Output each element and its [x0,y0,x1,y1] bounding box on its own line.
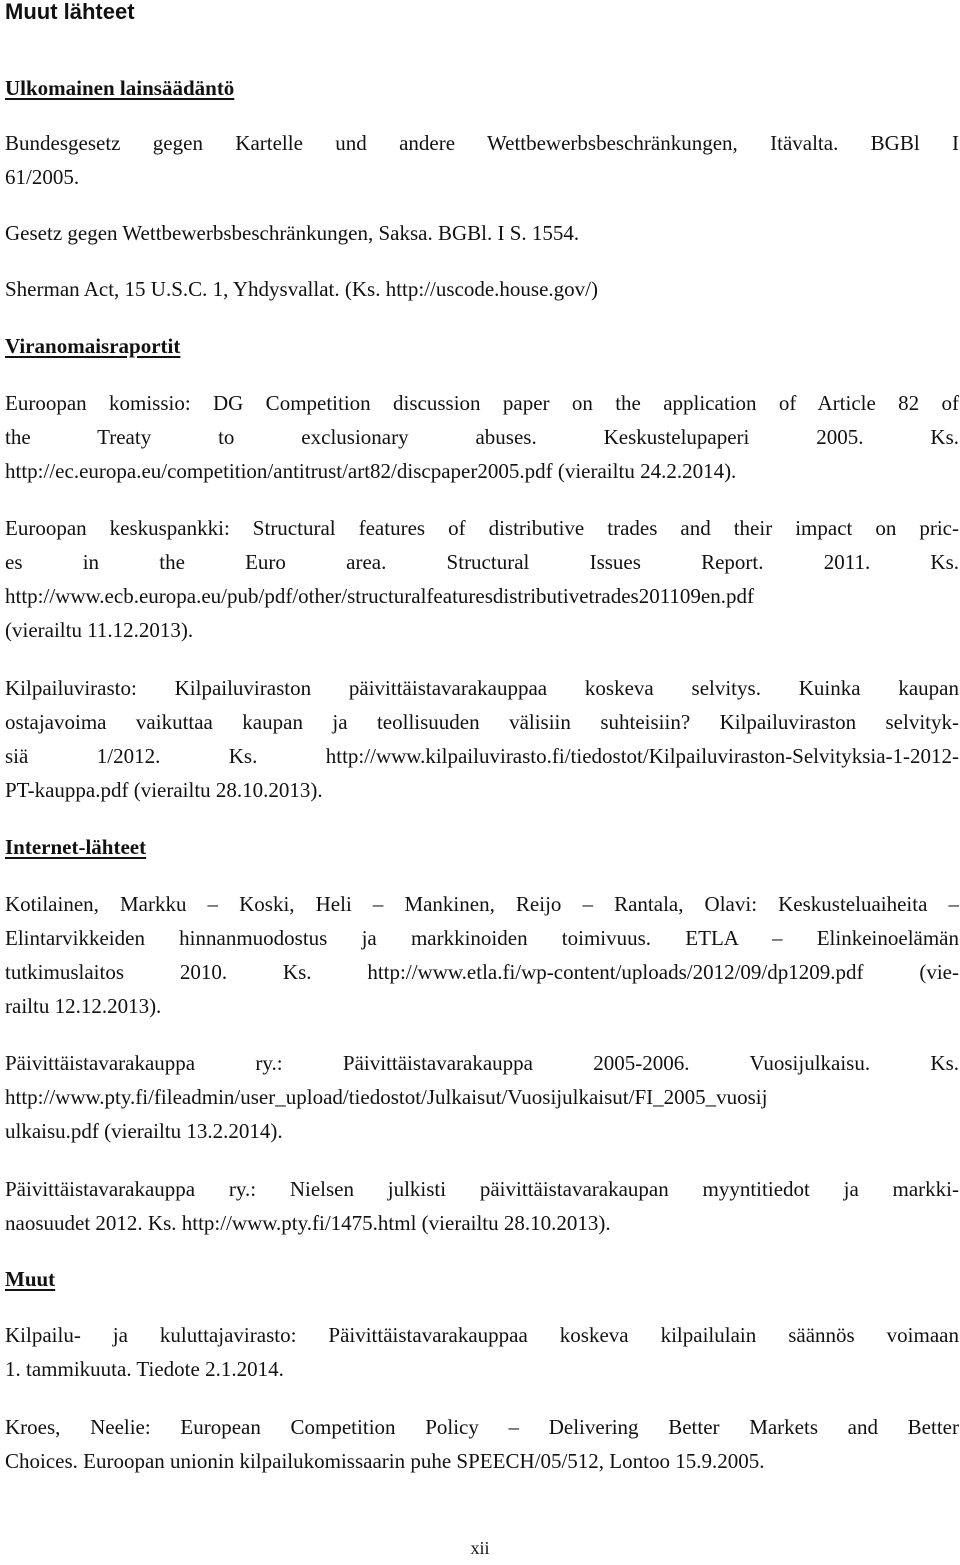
reference-line: http://ec.europa.eu/competition/antitrust/art82/discpaper2005.pdf (vierailtu 24.2.2014). [5,459,737,483]
reference-line: Kotilainen, Markku – Koski, Heli – Mankinen, Reijo – Rantala, Olavi: Keskusteluaiheita – [5,892,959,916]
reference-entry [5,671,959,807]
reference-line: tutkimuslaitos 2010. Ks. http://www.etla.fi/wp-content/uploads/2012/09/dp1209.pdf (vie- [5,960,959,984]
reference-entry [5,1318,959,1386]
reference-line: 61/2005. [5,165,80,189]
reference-line: Päivittäistavarakauppa ry.: Päivittäistavarakauppa 2005-2006. Vuosijulkaisu. Ks. [5,1051,959,1075]
reference-line: siä 1/2012. Ks. http://www.kilpailuvirasto.fi/tiedostot/Kilpailuviraston-Selvityksia-1-2012- [5,744,959,768]
reference-entry [5,216,959,250]
reference-entry [5,386,959,488]
reference-line: Elintarvikkeiden hinnanmuodostus ja markkinoiden toimivuus. ETLA – Elinkeinoelämän [5,926,959,950]
reference-line: (vierailtu 11.12.2013). [5,618,194,642]
reference-entry [5,1172,959,1240]
reference-line: http://www.pty.fi/fileadmin/user_upload/tiedostot/Julkaisut/Vuosijulkaisut/FI_2005_vuosij [5,1085,768,1109]
reference-line: Bundesgesetz gegen Kartelle und andere Wettbewerbsbeschränkungen, Itävalta. BGBl I [5,131,959,155]
reference-line: PT-kauppa.pdf (vierailtu 28.10.2013). [5,778,323,802]
reference-line: http://www.ecb.europa.eu/pub/pdf/other/structuralfeaturesdistributivetrades201109en.pdf [5,584,754,608]
reference-line: es in the Euro area. Structural Issues Report. 2011. Ks. [5,550,959,574]
reference-entry [5,511,959,647]
reference-line: Kilpailuvirasto: Kilpailuviraston päivittäistavarakauppaa koskeva selvitys. Kuinka kaupan [5,676,959,700]
reference-entry [5,272,959,306]
page-title: Muut lähteet [5,0,135,24]
section-heading-authority-reports: Viranomaisraportit [5,334,181,358]
reference-line: railtu 12.12.2013). [5,994,162,1018]
reference-entry [5,1046,959,1148]
reference-line: Päivittäistavarakauppa ry.: Nielsen julkisti päivittäistavarakaupan myyntitiedot ja markki- [5,1177,959,1201]
reference-line: Euroopan keskuspankki: Structural features of distributive trades and their impact on pric- [5,516,959,540]
reference-entry [5,1410,959,1478]
reference-line: Euroopan komissio: DG Competition discussion paper on the application of Article 82 of [5,391,959,415]
reference-line: the Treaty to exclusionary abuses. Keskustelupaperi 2005. Ks. [5,425,959,449]
section-heading-internet-sources: Internet-lähteet [5,835,147,859]
reference-line: Kroes, Neelie: European Competition Policy – Delivering Better Markets and Better [5,1415,959,1439]
reference-line: ulkaisu.pdf (vierailtu 13.2.2014). [5,1119,283,1143]
reference-line: Choices. Euroopan unionin kilpailukomissaarin puhe SPEECH/05/512, Lontoo 15.9.2005. [5,1449,765,1473]
reference-line: Kilpailu- ja kuluttajavirasto: Päivittäistavarakauppaa koskeva kilpailulain säännös voimaan [5,1323,959,1347]
reference-entry [5,126,959,194]
reference-line: 1. tammikuuta. Tiedote 2.1.2014. [5,1357,284,1381]
reference-line: naosuudet 2012. Ks. http://www.pty.fi/1475.html (vierailtu 28.10.2013). [5,1211,611,1235]
section-heading-foreign-law: Ulkomainen lainsäädäntö [5,76,235,100]
reference-line: Sherman Act, 15 U.S.C. 1, Yhdysvallat. (Ks. http://uscode.house.gov/) [5,277,599,301]
page-number: xii [470,1538,490,1558]
section-heading-other: Muut [5,1267,56,1291]
reference-line: Gesetz gegen Wettbewerbsbeschränkungen, Saksa. BGBl. I S. 1554. [5,221,580,245]
reference-entry [5,887,959,1023]
reference-line: ostajavoima vaikuttaa kaupan ja teollisuuden välisiin suhteisiin? Kilpailuviraston selvityk- [5,710,959,734]
